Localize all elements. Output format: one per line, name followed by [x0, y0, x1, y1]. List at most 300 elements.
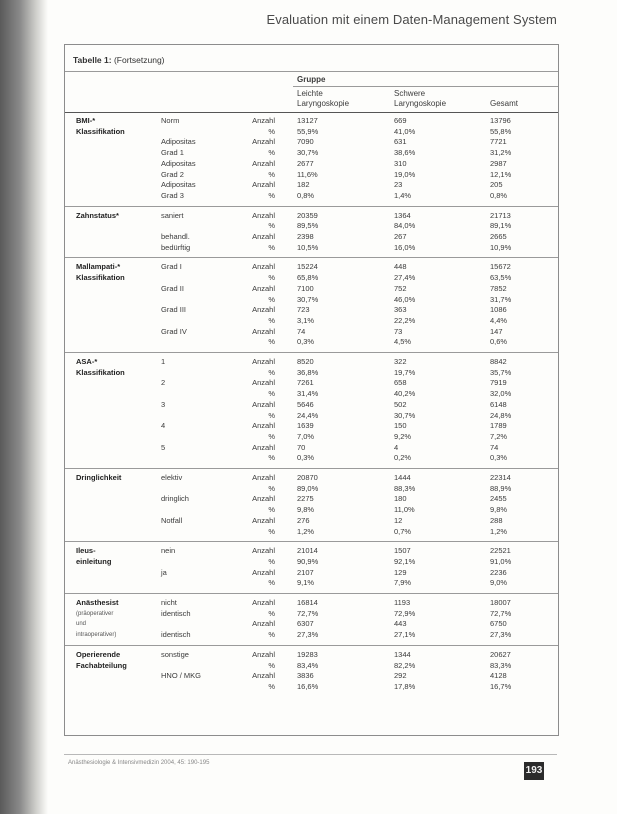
table-caption-note: (Fortsetzung) [113, 55, 165, 65]
row-category: nicht [161, 598, 177, 607]
cell-leicht: 55,9% [297, 126, 319, 136]
row-category: 2 [161, 378, 166, 388]
row-statistic: % [268, 483, 275, 493]
cell-leicht: 0,8% [297, 190, 315, 200]
row-category: dringlich [161, 494, 189, 504]
row-statistic: Anzahl [252, 357, 275, 366]
footer-rule [64, 754, 557, 755]
row-category: Grad I [161, 262, 182, 272]
table-row [65, 568, 558, 578]
row-variable: einleitung [76, 556, 112, 566]
cell-schwer: 46,0% [394, 294, 416, 304]
row-statistic: % [268, 190, 275, 200]
row-statistic: % [268, 221, 275, 231]
cell-schwer: 322 [394, 357, 407, 366]
row-statistic: % [268, 630, 275, 640]
cell-schwer: 1344 [394, 649, 411, 659]
cell-gesamt: 35,7% [490, 367, 512, 377]
cell-leicht: 9,1% [297, 578, 315, 588]
cell-gesamt: 7919 [490, 378, 507, 388]
cell-schwer: 292 [394, 671, 407, 681]
row-statistic: Anzahl [252, 567, 275, 577]
cell-gesamt: 74 [490, 442, 499, 452]
cell-leicht: 16814 [297, 598, 318, 607]
row-variable: Operierende [76, 649, 121, 659]
table-row [65, 671, 558, 681]
row-category: 3 [161, 399, 166, 409]
row-statistic: Anzahl [252, 619, 275, 629]
row-statistic: % [268, 294, 275, 304]
row-variable: Klassifikation [76, 273, 125, 283]
row-statistic: % [268, 681, 275, 691]
row-variable: Zahnstatus* [76, 210, 119, 220]
row-statistic: Anzahl [252, 116, 275, 125]
cell-schwer: 1193 [394, 598, 411, 607]
row-statistic: Anzahl [252, 649, 275, 659]
cell-gesamt: 2987 [490, 158, 507, 168]
cell-leicht: 31,4% [297, 389, 319, 399]
table-row [65, 527, 558, 537]
row-statistic: Anzahl [252, 399, 275, 409]
cell-schwer: 88,3% [394, 483, 416, 493]
cell-schwer: 84,0% [394, 221, 416, 231]
cell-gesamt: 8842 [490, 357, 507, 366]
cell-schwer: 17,8% [394, 681, 416, 691]
table-row [65, 327, 558, 337]
cell-leicht: 20359 [297, 210, 318, 220]
table-row [65, 273, 558, 283]
cell-leicht: 2275 [297, 494, 314, 504]
group-rule [293, 86, 558, 87]
row-category: Grad II [161, 283, 184, 293]
cell-gesamt: 72,7% [490, 608, 512, 618]
row-statistic: Anzahl [252, 305, 275, 315]
row-statistic: % [268, 526, 275, 536]
row-statistic: % [268, 169, 275, 179]
row-variable: intraoperativer) [76, 632, 117, 639]
row-statistic: Anzahl [252, 442, 275, 452]
table-caption-label: Tabelle 1: [73, 55, 112, 65]
row-statistic: % [268, 315, 275, 325]
cell-schwer: 1444 [394, 473, 411, 482]
table-row [65, 421, 558, 431]
cell-gesamt: 31,2% [490, 148, 512, 158]
cell-gesamt: 1789 [490, 421, 507, 431]
table-row [65, 411, 558, 421]
row-category: Grad 2 [161, 169, 184, 179]
cell-gesamt: 2455 [490, 494, 507, 504]
cell-gesamt: 22521 [490, 546, 511, 556]
cell-leicht: 7,0% [297, 431, 315, 441]
table-row [65, 546, 558, 556]
table-row [65, 516, 558, 526]
table-row [65, 473, 558, 483]
table-row [65, 598, 558, 608]
page-binding-shadow [0, 0, 48, 814]
cell-schwer: 658 [394, 378, 407, 388]
cell-gesamt: 9,0% [490, 578, 508, 588]
cell-gesamt: 4128 [490, 671, 507, 681]
row-category: identisch [161, 608, 191, 618]
row-category: Grad IV [161, 326, 187, 336]
table-row [65, 211, 558, 221]
table-row [65, 159, 558, 169]
row-statistic: Anzahl [252, 598, 275, 607]
cell-leicht: 30,7% [297, 294, 319, 304]
cell-schwer: 752 [394, 283, 407, 293]
table-row [65, 232, 558, 242]
table-row [65, 357, 558, 367]
row-statistic: % [268, 453, 275, 463]
row-statistic: Anzahl [252, 180, 275, 190]
row-category: Grad 1 [161, 148, 184, 158]
cell-schwer: 41,0% [394, 126, 416, 136]
cell-schwer: 19,0% [394, 169, 416, 179]
cell-gesamt: 83,3% [490, 660, 512, 670]
cell-schwer: 150 [394, 421, 407, 431]
cell-leicht: 89,5% [297, 221, 319, 231]
cell-gesamt: 91,0% [490, 556, 512, 566]
cell-schwer: 1,4% [394, 190, 412, 200]
col-header-leicht-1: Leichte [297, 89, 323, 98]
cell-schwer: 40,2% [394, 389, 416, 399]
cell-leicht: 89,0% [297, 483, 319, 493]
section-divider [65, 468, 558, 469]
cell-gesamt: 2665 [490, 232, 507, 241]
table-row [65, 484, 558, 494]
table-row [65, 505, 558, 515]
row-statistic: % [268, 148, 275, 158]
table-row [65, 180, 558, 190]
cell-gesamt: 4,4% [490, 315, 508, 325]
table-row [65, 148, 558, 158]
table-row [65, 432, 558, 442]
cell-leicht: 8520 [297, 357, 314, 366]
row-statistic: Anzahl [252, 546, 275, 556]
cell-leicht: 83,4% [297, 660, 319, 670]
table-row [65, 557, 558, 567]
table-row [65, 262, 558, 272]
row-category: nein [161, 546, 176, 556]
row-variable: Anästhesist [76, 598, 119, 607]
row-statistic: Anzahl [252, 671, 275, 681]
cell-gesamt: 18007 [490, 598, 511, 607]
cell-gesamt: 0,3% [490, 453, 508, 463]
row-statistic: % [268, 578, 275, 588]
cell-schwer: 12 [394, 515, 403, 525]
row-statistic: % [268, 556, 275, 566]
cell-gesamt: 31,7% [490, 294, 512, 304]
table-row [65, 682, 558, 692]
row-category: bedürftig [161, 242, 191, 252]
cell-schwer: 23 [394, 180, 403, 190]
row-variable: Klassifikation [76, 367, 125, 377]
row-variable: BMI-* [76, 116, 96, 125]
section-divider [65, 352, 558, 353]
table-row [65, 337, 558, 347]
cell-gesamt: 147 [490, 326, 503, 336]
cell-gesamt: 13796 [490, 116, 511, 125]
table-row [65, 619, 558, 629]
cell-schwer: 73 [394, 326, 403, 336]
cell-schwer: 4,5% [394, 337, 412, 347]
section-divider [65, 206, 558, 207]
row-statistic: Anzahl [252, 210, 275, 220]
row-category: Adipositas [161, 180, 196, 190]
cell-leicht: 65,8% [297, 273, 319, 283]
section-divider [65, 645, 558, 646]
cell-leicht: 7261 [297, 378, 314, 388]
caption-rule [65, 71, 558, 72]
cell-leicht: 1639 [297, 421, 314, 431]
row-category: 4 [161, 421, 166, 431]
row-category: HNO / MKG [161, 671, 202, 681]
row-variable: Fachabteilung [76, 660, 127, 670]
cell-leicht: 5646 [297, 399, 314, 409]
table-row [65, 609, 558, 619]
cell-schwer: 82,2% [394, 660, 416, 670]
table-row [65, 137, 558, 147]
row-variable: Ileus- [76, 546, 96, 556]
col-header-schwer-1: Schwere [394, 89, 426, 98]
cell-leicht: 10,5% [297, 242, 319, 252]
cell-gesamt: 24,8% [490, 410, 512, 420]
row-category: Grad 3 [161, 190, 184, 200]
cell-leicht: 36,8% [297, 367, 319, 377]
cell-schwer: 27,4% [394, 273, 416, 283]
cell-gesamt: 1,2% [490, 526, 508, 536]
cell-gesamt: 89,1% [490, 221, 512, 231]
cell-schwer: 0,7% [394, 526, 412, 536]
cell-leicht: 90,9% [297, 556, 319, 566]
row-category: sonstige [161, 649, 189, 659]
cell-leicht: 182 [297, 180, 310, 190]
cell-schwer: 631 [394, 137, 407, 147]
cell-leicht: 9,8% [297, 505, 315, 515]
section-divider [65, 593, 558, 594]
table-row [65, 316, 558, 326]
section-divider [65, 257, 558, 258]
cell-leicht: 27,3% [297, 630, 319, 640]
table-row [65, 453, 558, 463]
cell-schwer: 267 [394, 232, 407, 241]
cell-gesamt: 205 [490, 180, 503, 190]
row-statistic: % [268, 242, 275, 252]
row-category: Norm [161, 116, 180, 125]
cell-gesamt: 7,2% [490, 431, 508, 441]
cell-schwer: 0,2% [394, 453, 412, 463]
cell-gesamt: 63,5% [490, 273, 512, 283]
cell-leicht: 0,3% [297, 453, 315, 463]
row-variable: Dringlichkeit [76, 473, 122, 482]
cell-schwer: 11,0% [394, 505, 415, 515]
section-divider [65, 541, 558, 542]
cell-schwer: 19,7% [394, 367, 416, 377]
cell-gesamt: 10,9% [490, 242, 512, 252]
table-row [65, 661, 558, 671]
data-table [64, 44, 559, 736]
cell-leicht: 24,4% [297, 410, 319, 420]
col-header-schwer-2: Laryngoskopie [394, 99, 447, 108]
table-row [65, 127, 558, 137]
row-category: 1 [161, 357, 166, 366]
page-number: 193 [524, 762, 544, 780]
cell-schwer: 27,1% [394, 630, 416, 640]
row-statistic: Anzahl [252, 137, 275, 147]
group-header: Gruppe [297, 75, 326, 84]
cell-leicht: 3,1% [297, 315, 315, 325]
col-header-leicht-2: Laryngoskopie [297, 99, 350, 108]
row-statistic: Anzahl [252, 262, 275, 272]
cell-leicht: 15224 [297, 262, 318, 272]
cell-gesamt: 27,3% [490, 630, 512, 640]
row-variable: und [76, 621, 87, 628]
table-row [65, 400, 558, 410]
cell-schwer: 363 [394, 305, 407, 315]
cell-gesamt: 6750 [490, 619, 507, 629]
footer-reference: Anästhesiologie & Intensivmedizin 2004, 45: 190-195 [68, 760, 210, 766]
cell-gesamt: 0,6% [490, 337, 508, 347]
row-statistic: % [268, 505, 275, 515]
table-row [65, 221, 558, 231]
cell-schwer: 38,6% [394, 148, 416, 158]
row-category: Adipositas [161, 137, 196, 147]
row-statistic: Anzahl [252, 494, 275, 504]
cell-gesamt: 12,1% [490, 169, 512, 179]
cell-schwer: 92,1% [394, 556, 416, 566]
cell-gesamt: 32,0% [490, 389, 512, 399]
cell-gesamt: 7721 [490, 137, 507, 147]
cell-leicht: 2677 [297, 158, 314, 168]
cell-schwer: 1364 [394, 210, 411, 220]
cell-leicht: 74 [297, 326, 306, 336]
row-variable: Klassifikation [76, 126, 125, 136]
cell-gesamt: 9,8% [490, 505, 508, 515]
row-statistic: Anzahl [252, 515, 275, 525]
cell-leicht: 3836 [297, 671, 314, 681]
row-statistic: Anzahl [252, 473, 275, 482]
cell-leicht: 30,7% [297, 148, 319, 158]
cell-schwer: 180 [394, 494, 407, 504]
cell-schwer: 9,2% [394, 431, 412, 441]
cell-gesamt: 288 [490, 515, 503, 525]
row-statistic: Anzahl [252, 158, 275, 168]
row-statistic: % [268, 410, 275, 420]
cell-schwer: 669 [394, 116, 407, 125]
table-row [65, 650, 558, 660]
col-header-gesamt: Gesamt [490, 99, 519, 108]
table-row [65, 170, 558, 180]
cell-schwer: 310 [394, 158, 407, 168]
cell-gesamt: 16,7% [490, 681, 512, 691]
cell-leicht: 7100 [297, 283, 314, 293]
row-category: identisch [161, 630, 191, 640]
row-category: saniert [161, 210, 184, 220]
row-statistic: Anzahl [252, 326, 275, 336]
row-category: 5 [161, 442, 166, 452]
cell-leicht: 20870 [297, 473, 318, 482]
row-variable: ASA-* [76, 357, 98, 366]
table-caption [73, 55, 165, 65]
row-statistic: % [268, 367, 275, 377]
row-statistic: Anzahl [252, 232, 275, 241]
row-category: elektiv [161, 473, 183, 482]
row-variable: Mallampati-* [76, 262, 121, 272]
row-statistic: % [268, 126, 275, 136]
row-statistic: % [268, 337, 275, 347]
cell-leicht: 276 [297, 515, 310, 525]
cell-leicht: 2107 [297, 567, 314, 577]
table-row [65, 305, 558, 315]
table-row [65, 368, 558, 378]
cell-gesamt: 1086 [490, 305, 507, 315]
cell-schwer: 30,7% [394, 410, 416, 420]
table-row [65, 578, 558, 588]
row-statistic: Anzahl [252, 283, 275, 293]
table-row [65, 389, 558, 399]
row-statistic: % [268, 389, 275, 399]
row-statistic: Anzahl [252, 421, 275, 431]
cell-leicht: 1,2% [297, 526, 315, 536]
table-row [65, 630, 558, 640]
cell-schwer: 443 [394, 619, 407, 629]
cell-schwer: 7,9% [394, 578, 412, 588]
table-row [65, 284, 558, 294]
cell-gesamt: 22314 [490, 473, 511, 482]
cell-schwer: 129 [394, 567, 407, 577]
cell-leicht: 7090 [297, 137, 314, 147]
cell-schwer: 72,9% [394, 608, 416, 618]
cell-gesamt: 55,8% [490, 126, 512, 136]
cell-gesamt: 2236 [490, 567, 507, 577]
row-category: ja [161, 567, 167, 577]
cell-schwer: 4 [394, 442, 399, 452]
table-row [65, 494, 558, 504]
row-statistic: % [268, 273, 275, 283]
cell-leicht: 11,6% [297, 169, 318, 179]
row-statistic: Anzahl [252, 378, 275, 388]
cell-leicht: 21014 [297, 546, 318, 556]
cell-leicht: 72,7% [297, 608, 319, 618]
row-statistic: % [268, 660, 275, 670]
cell-leicht: 19283 [297, 649, 318, 659]
running-header: Evaluation mit einem Daten-Management System [266, 12, 557, 27]
row-statistic: % [268, 608, 275, 618]
table-row [65, 243, 558, 253]
cell-schwer: 502 [394, 399, 407, 409]
cell-gesamt: 6148 [490, 399, 507, 409]
table-row [65, 378, 558, 388]
cell-schwer: 16,0% [394, 242, 416, 252]
row-statistic: % [268, 431, 275, 441]
cell-schwer: 22,2% [394, 315, 416, 325]
table-row [65, 191, 558, 201]
cell-leicht: 70 [297, 442, 306, 452]
cell-gesamt: 7852 [490, 283, 507, 293]
cell-leicht: 13127 [297, 116, 318, 125]
cell-gesamt: 0,8% [490, 190, 508, 200]
cell-gesamt: 88,9% [490, 483, 512, 493]
table-row [65, 116, 558, 126]
cell-leicht: 16,6% [297, 681, 319, 691]
row-category: Adipositas [161, 158, 196, 168]
cell-schwer: 448 [394, 262, 407, 272]
row-category: Notfall [161, 515, 183, 525]
row-category: behandl. [161, 232, 190, 241]
header-rule [65, 112, 558, 113]
table-row [65, 443, 558, 453]
cell-leicht: 2398 [297, 232, 314, 241]
